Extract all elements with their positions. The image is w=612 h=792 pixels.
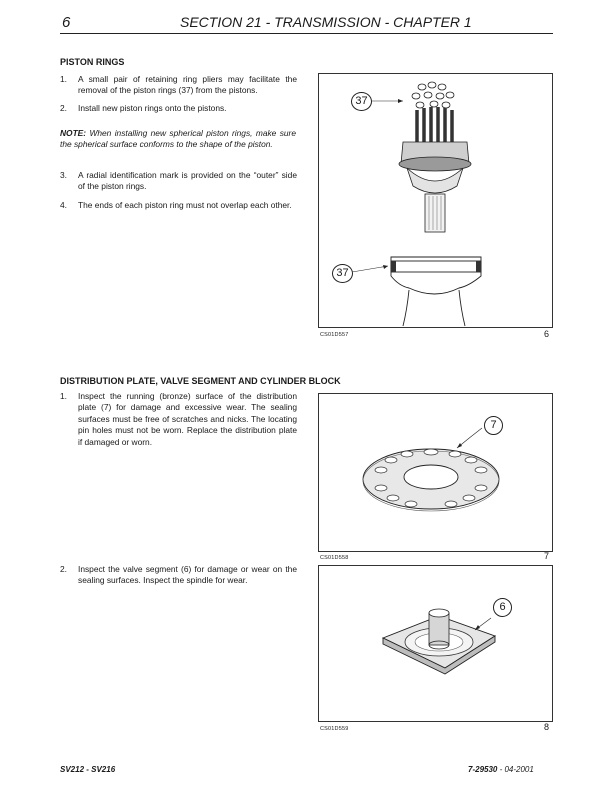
page-number: 6	[62, 14, 71, 31]
header-rule	[60, 33, 553, 34]
figure-code: CS01D558	[320, 555, 349, 561]
footer-model: SV212 - SV216	[60, 765, 116, 774]
callout-6: 6	[493, 598, 512, 617]
valve-segment-illustration	[319, 566, 552, 721]
step-text: Inspect the running (bronze) surface of the distribution plate (7) for damage and excessive wear. The sealing surfaces must be free of scratches and nicks. The locating pin holes must not be worn. Replace the distribution plate if damaged or worn.	[78, 391, 297, 447]
footer-reference	[468, 765, 534, 774]
step-number: 3.	[60, 170, 67, 180]
figure-number: 7	[544, 551, 550, 561]
note-text: When installing new spherical piston rings, make sure the spherical surface conforms to the shape of the piston.	[60, 128, 296, 150]
section-title: SECTION 21 - TRANSMISSION - CHAPTER 1	[180, 14, 472, 30]
figure-number: 8	[544, 722, 550, 732]
step-text: The ends of each piston ring must not overlap each other.	[78, 200, 292, 210]
doc-date: - 04-2001	[497, 765, 534, 774]
note-label: NOTE:	[60, 128, 87, 138]
figure-6-image	[318, 73, 553, 328]
step-number: 2.	[60, 564, 67, 574]
step-number: 1.	[60, 391, 67, 401]
callout-37-lower: 37	[332, 264, 353, 283]
callout-37-upper: 37	[351, 92, 372, 111]
step-text: Inspect the valve segment (6) for damage or wear on the sealing surfaces. Inspect the spindle for wear.	[78, 564, 297, 586]
step-number: 4.	[60, 200, 67, 210]
doc-number: 7-29530	[468, 765, 498, 774]
distribution-plate-illustration	[319, 394, 552, 551]
step-text: A radial identification mark is provided on the “outer” side of the piston rings.	[78, 170, 297, 192]
step-number: 2.	[60, 103, 67, 113]
step-number: 1.	[60, 74, 67, 84]
note-paragraph	[60, 128, 296, 151]
piston-rings-heading: PISTON RINGS	[60, 57, 125, 67]
step-text: A small pair of retaining ring pliers may facilitate the removal of the piston rings (37) from the pistons.	[78, 74, 297, 96]
figure-code: CS01D557	[320, 332, 349, 338]
figure-code: CS01D559	[320, 726, 349, 732]
distribution-heading: DISTRIBUTION PLATE, VALVE SEGMENT AND CYLINDER BLOCK	[60, 376, 341, 386]
figure-8-image	[318, 565, 553, 722]
step-text: Install new piston rings onto the pistons.	[78, 103, 227, 113]
figure-7-image	[318, 393, 553, 552]
piston-assembly-illustration	[319, 74, 552, 327]
figure-number: 6	[544, 329, 550, 339]
callout-7: 7	[484, 416, 503, 435]
